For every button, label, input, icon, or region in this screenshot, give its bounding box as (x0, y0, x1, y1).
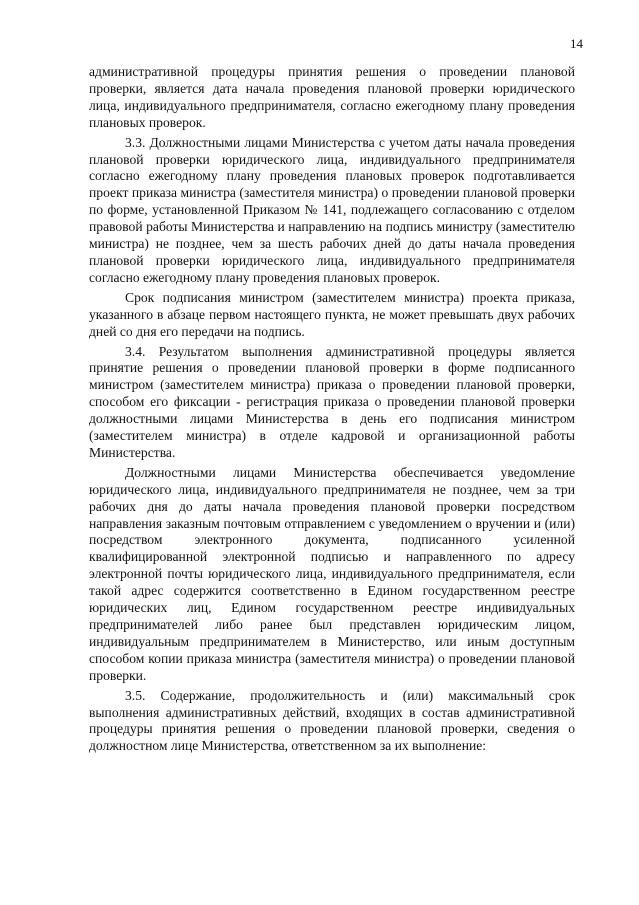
paragraph-intro: административной процедуры принятия решения о проведении плановой проверки, является дата начала проведения плановой проверки юридического лица, индивидуального предпринимателя, согласно ежегодному плану проведения плановых проверок. (89, 64, 575, 130)
document-body (89, 64, 575, 755)
paragraph-3-5: 3.5. Содержание, продолжительность и (или) максимальный срок выполнения административных действий, входящих в состав административной процедуры принятия решения о проведении плановой проверки, сведения о должностном лице Министерства, ответственном за их выполнение: (89, 687, 575, 754)
paragraph-signing-term: Срок подписания министром (заместителем министра) проекта приказа, указанного в абзаце первом настоящего пункта, не может превышать двух рабочих дней со дня его передачи на подпись. (89, 289, 575, 339)
page-number: 14 (570, 36, 583, 51)
paragraph-notification: Должностными лицами Министерства обеспечивается уведомление юридического лица, индивидуального предпринимателя не позднее, чем за три рабочих дня до даты начала проведения плановой проверки посредством направления заказным почтовым отправлением с уведомлением о вручении и (или) посредством электронного документа, подписанного усиленной квалифицированной электронной подписью и направленного по адресу электронной почты юридического лица, индивидуального предпринимателя, если такой адрес содержится соответственно в Едином государственном реестре юридических лиц, Едином государственном реестре индивидуальных предпринимателей либо ранее был представлен юридическим лицом, индивидуальным предпринимателем в Министерство, или иным доступным способом копии приказа министра (заместителя министра) о проведении плановой проверки. (89, 464, 575, 683)
paragraph-3-3: 3.3. Должностными лицами Министерства с учетом даты начала проведения плановой проверки юридического лица, индивидуального предпринимателя согласно ежегодному плану проведения плановых проверок подготавливается проект приказа министра (заместителя министра) о проведении плановой проверки по форме, установленной Приказом № 141, подлежащего согласованию с отделом правовой работы Министерства и направлению на подпись министру (заместителю министра) не позднее, чем за шесть рабочих дней до даты начала проведения плановой проверки юридического лица, индивидуального предпринимателя согласно ежегодному плану проведения плановых проверок. (89, 134, 575, 285)
paragraph-3-4: 3.4. Результатом выполнения административной процедуры является принятие решения о проведении плановой проверки в форме подписанного министром (заместителем министра) приказа о проведении плановой проверки, способом его фиксации - регистрация приказа о проведении плановой проверки должностными лицами Министерства в день его подписания министром (заместителем министра) в отделе кадровой и организационной работы Министерства. (89, 343, 575, 460)
